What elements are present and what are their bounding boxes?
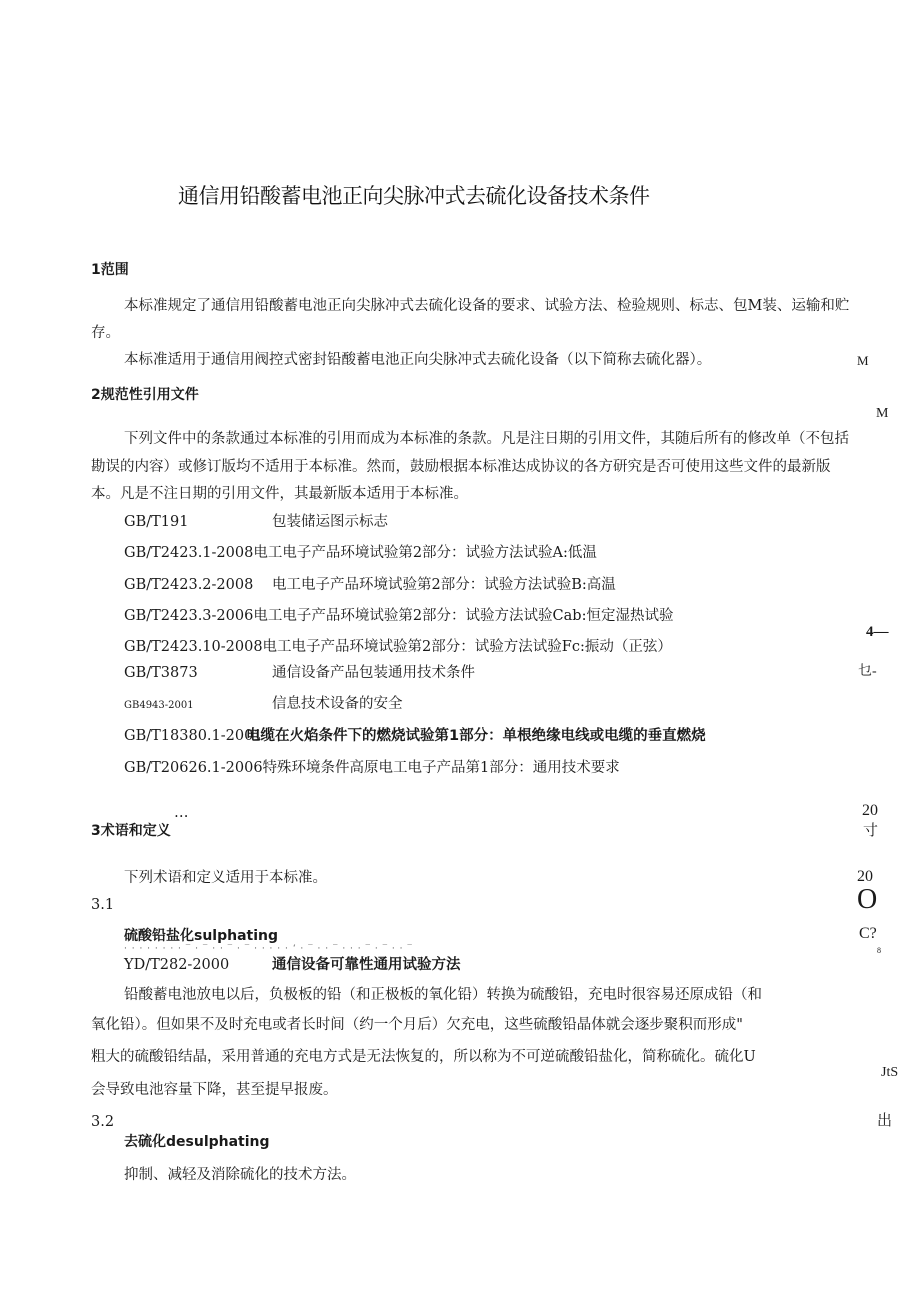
term-heading: 硫酸铅盐化sulphating <box>124 928 279 944</box>
margin-mark: 8 <box>877 946 881 955</box>
margin-mark: C? <box>859 925 877 942</box>
ref-code: GB/T3873 <box>124 665 198 681</box>
margin-mark: M <box>876 406 889 421</box>
ref-title: 电缆在火焰条件下的燃烧试验第1部分：单根绝缘电线或电缆的垂直燃烧 <box>246 728 706 744</box>
section-3-heading: 3术语和定义 <box>91 823 171 839</box>
term-heading: 去硫化desulphating <box>124 1134 270 1150</box>
refs-intro-line-2: 勘误的内容）或修订版均不适用于本标准。然而，鼓励根据本标准达成协议的各方研究是否可使用这些文件的最新版 <box>91 459 831 475</box>
clause-number: 3.1 <box>91 897 115 913</box>
ref-title: 通信设备产品包装通用技术条件 <box>272 665 475 681</box>
scope-paragraph-line-1: 本标准规定了通信用铅酸蓄电池正向尖脉冲式去硫化设备的要求、试验方法、检验规则、标志、包M装、运输和贮 <box>124 298 850 314</box>
refs-intro-line-1: 下列文件中的条款通过本标准的引用而成为本标准的条款。凡是注日期的引用文件，其随后所有的修改单（不包括 <box>124 431 849 447</box>
ref-code: GB4943-2001 <box>124 700 194 711</box>
section-2-heading: 2规范性引用文件 <box>91 387 199 403</box>
margin-mark: 20 <box>857 868 873 885</box>
refs-intro-line-3: 本。凡是不注日期的引用文件，其最新版本适用于本标准。 <box>91 486 468 502</box>
ref-code: GB/T2423.3-2006电工电子产品环境试验第2部分：试验方法试验Cab:恒定湿热试验 <box>124 608 674 624</box>
terms-intro: 下列术语和定义适用于本标准。 <box>124 870 327 886</box>
section-1-heading: 1范围 <box>91 262 129 278</box>
definition-line: 铅酸蓄电池放电以后，负极板的铅（和正极板的氧化铅）转换为硫酸铅，充电时很容易还原成铅（和 <box>124 987 762 1003</box>
scan-noise: · · · · · · · · ‾ · ‾ · · ‾ · ‾ · · · · · ‘ · ‾ · · ‾ · · · ‾ · ‾ · · ‾ <box>124 944 413 954</box>
margin-mark: 4— <box>866 624 889 640</box>
definition-line: 抑制、减轻及消除硫化的技术方法。 <box>124 1167 356 1183</box>
ref-title: 包装储运图示标志 <box>272 514 388 530</box>
ellipsis: … <box>174 805 189 821</box>
ref-code: GB/T2423.2-2008 <box>124 577 254 593</box>
definition-line: 粗大的硫酸铅结晶，采用普通的充电方式是无法恢复的，所以称为不可逆硫酸铅盐化，简称硫化。硫化U <box>91 1049 756 1065</box>
margin-mark: 乜- <box>858 664 877 679</box>
scope-paragraph-2: 本标准适用于通信用阀控式密封铅酸蓄电池正向尖脉冲式去硫化设备（以下简称去硫化器）。 <box>124 352 712 368</box>
margin-mark: JtS <box>881 1065 899 1080</box>
definition-line: 会导致电池容量下降，甚至提早报废。 <box>91 1082 338 1098</box>
clause-number: 3.2 <box>91 1114 115 1130</box>
ref-code: GB/T20626.1-2006特殊环境条件高原电工电子产品第1部分：通用技术要求 <box>124 760 620 776</box>
margin-mark: 出 <box>877 1113 893 1129</box>
ref-title: 通信设备可靠性通用试验方法 <box>272 957 461 973</box>
definition-line: 氧化铅）。但如果不及时充电或者长时间（约一个月后）欠充电，这些硫酸铅晶体就会逐步聚积而形成" <box>91 1017 743 1033</box>
ref-title: 电工电子产品环境试验第2部分：试验方法试验B:高温 <box>272 577 616 593</box>
document-title: 通信用铅酸蓄电池正向尖脉冲式去硫化设备技术条件 <box>178 184 650 208</box>
margin-mark: 寸 <box>863 823 879 839</box>
ref-code: GB/T2423.1-2008电工电子产品环境试验第2部分：试验方法试验A:低温 <box>124 545 597 561</box>
ref-code: YD/T282-2000 <box>124 957 230 973</box>
margin-mark: O <box>857 884 878 915</box>
margin-mark: M <box>857 353 869 368</box>
margin-mark: 20 <box>862 802 878 819</box>
ref-code: GB/T18380.1-2001 <box>124 728 263 744</box>
ref-title: 信息技术设备的安全 <box>272 696 403 712</box>
ref-code: GB/T191 <box>124 514 189 530</box>
scope-paragraph-line-2: 存。 <box>91 325 120 341</box>
ref-code: GB/T2423.10-2008电工电子产品环境试验第2部分：试验方法试验Fc:振动（正弦） <box>124 639 672 655</box>
